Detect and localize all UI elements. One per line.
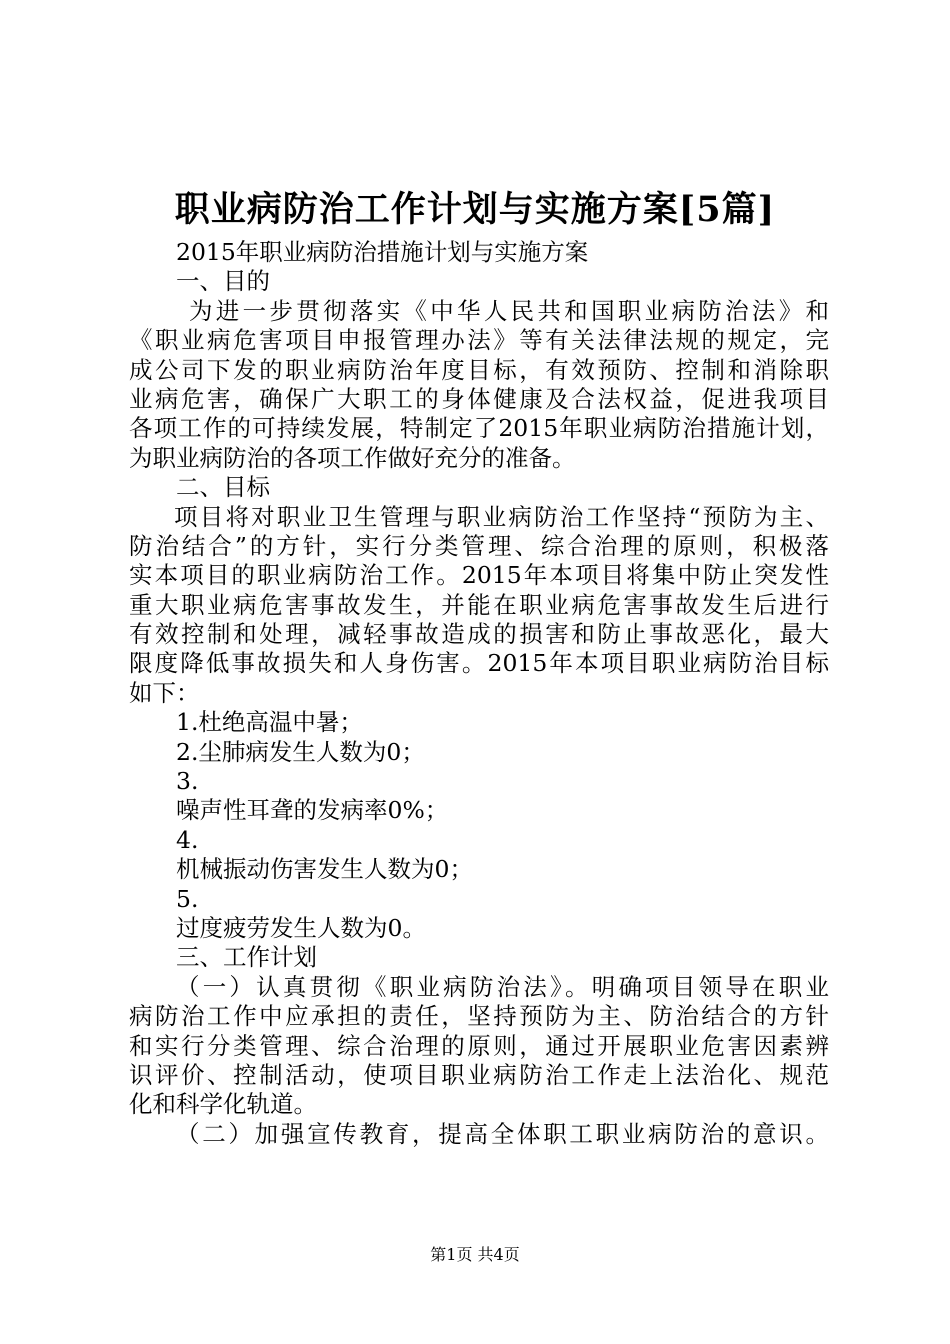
text-line: 化和科学化轨道。 <box>129 1090 317 1119</box>
text-line: 3. <box>176 767 199 796</box>
text-line: 机械振动伤害发生人数为0； <box>176 855 473 884</box>
text-line: 为进一步贯彻落实《中华人民共和国职业病防治法》和 <box>189 296 829 325</box>
text-line: 2.尘肺病发生人数为0； <box>176 737 425 766</box>
text-line: 5. <box>176 884 199 913</box>
text-line: 和实行分类管理、综合治理的原则，通过开展职业危害因素辨 <box>129 1031 829 1060</box>
text-line: 重大职业病危害事故发生，并能在职业病危害事故发生后进行 <box>129 590 829 619</box>
text-line: 病防治工作中应承担的责任，坚持预防为主、防治结合的方针 <box>129 1002 829 1031</box>
text-line: 1.杜绝高温中暑； <box>176 708 363 737</box>
document-body <box>129 238 829 1149</box>
text-line: 一、目的 <box>176 267 270 296</box>
text-line: 项目将对职业卫生管理与职业病防治工作坚持“预防为主、 <box>174 502 829 531</box>
text-line: 各项工作的可持续发展，特制定了2015年职业病防治措施计划， <box>129 414 829 443</box>
text-line: 为职业病防治的各项工作做好充分的准备。 <box>129 443 576 472</box>
text-line: 4. <box>176 825 199 854</box>
text-line: 业病危害，确保广大职工的身体健康及合法权益，促进我项目 <box>129 384 829 413</box>
document-title: 职业病防治工作计划与实施方案[5篇] <box>174 189 776 230</box>
text-line: 2015年职业病防治措施计划与实施方案 <box>176 238 589 266</box>
text-line: 噪声性耳聋的发病率0%； <box>176 796 449 825</box>
text-line: 《职业病危害项目申报管理办法》等有关法律法规的规定，完 <box>129 326 829 355</box>
text-line: 防治结合”的方针，实行分类管理、综合治理的原则，积极落 <box>129 531 829 560</box>
text-line: 如下： <box>129 678 200 707</box>
page-number: 第1页 共4页 <box>430 1245 520 1264</box>
text-line: （二）加强宣传教育，提高全体职工职业病防治的意识。 <box>176 1119 829 1148</box>
text-line: 识评价、控制活动，使项目职业病防治工作走上法治化、规范 <box>129 1060 829 1089</box>
text-line: 过度疲劳发生人数为0。 <box>176 913 426 942</box>
text-line: 三、工作计划 <box>176 943 317 972</box>
text-line: 二、目标 <box>176 473 270 502</box>
text-line: 有效控制和处理，减轻事故造成的损害和防止事故恶化，最大 <box>129 620 829 649</box>
text-line: 限度降低事故损失和人身伤害。2015年本项目职业病防治目标 <box>129 649 829 678</box>
text-line: （一）认真贯彻《职业病防治法》。明确项目领导在职业 <box>176 972 829 1001</box>
text-line: 实本项目的职业病防治工作。2015年本项目将集中防止突发性 <box>129 561 829 590</box>
text-line: 成公司下发的职业病防治年度目标，有效预防、控制和消除职 <box>129 355 829 384</box>
